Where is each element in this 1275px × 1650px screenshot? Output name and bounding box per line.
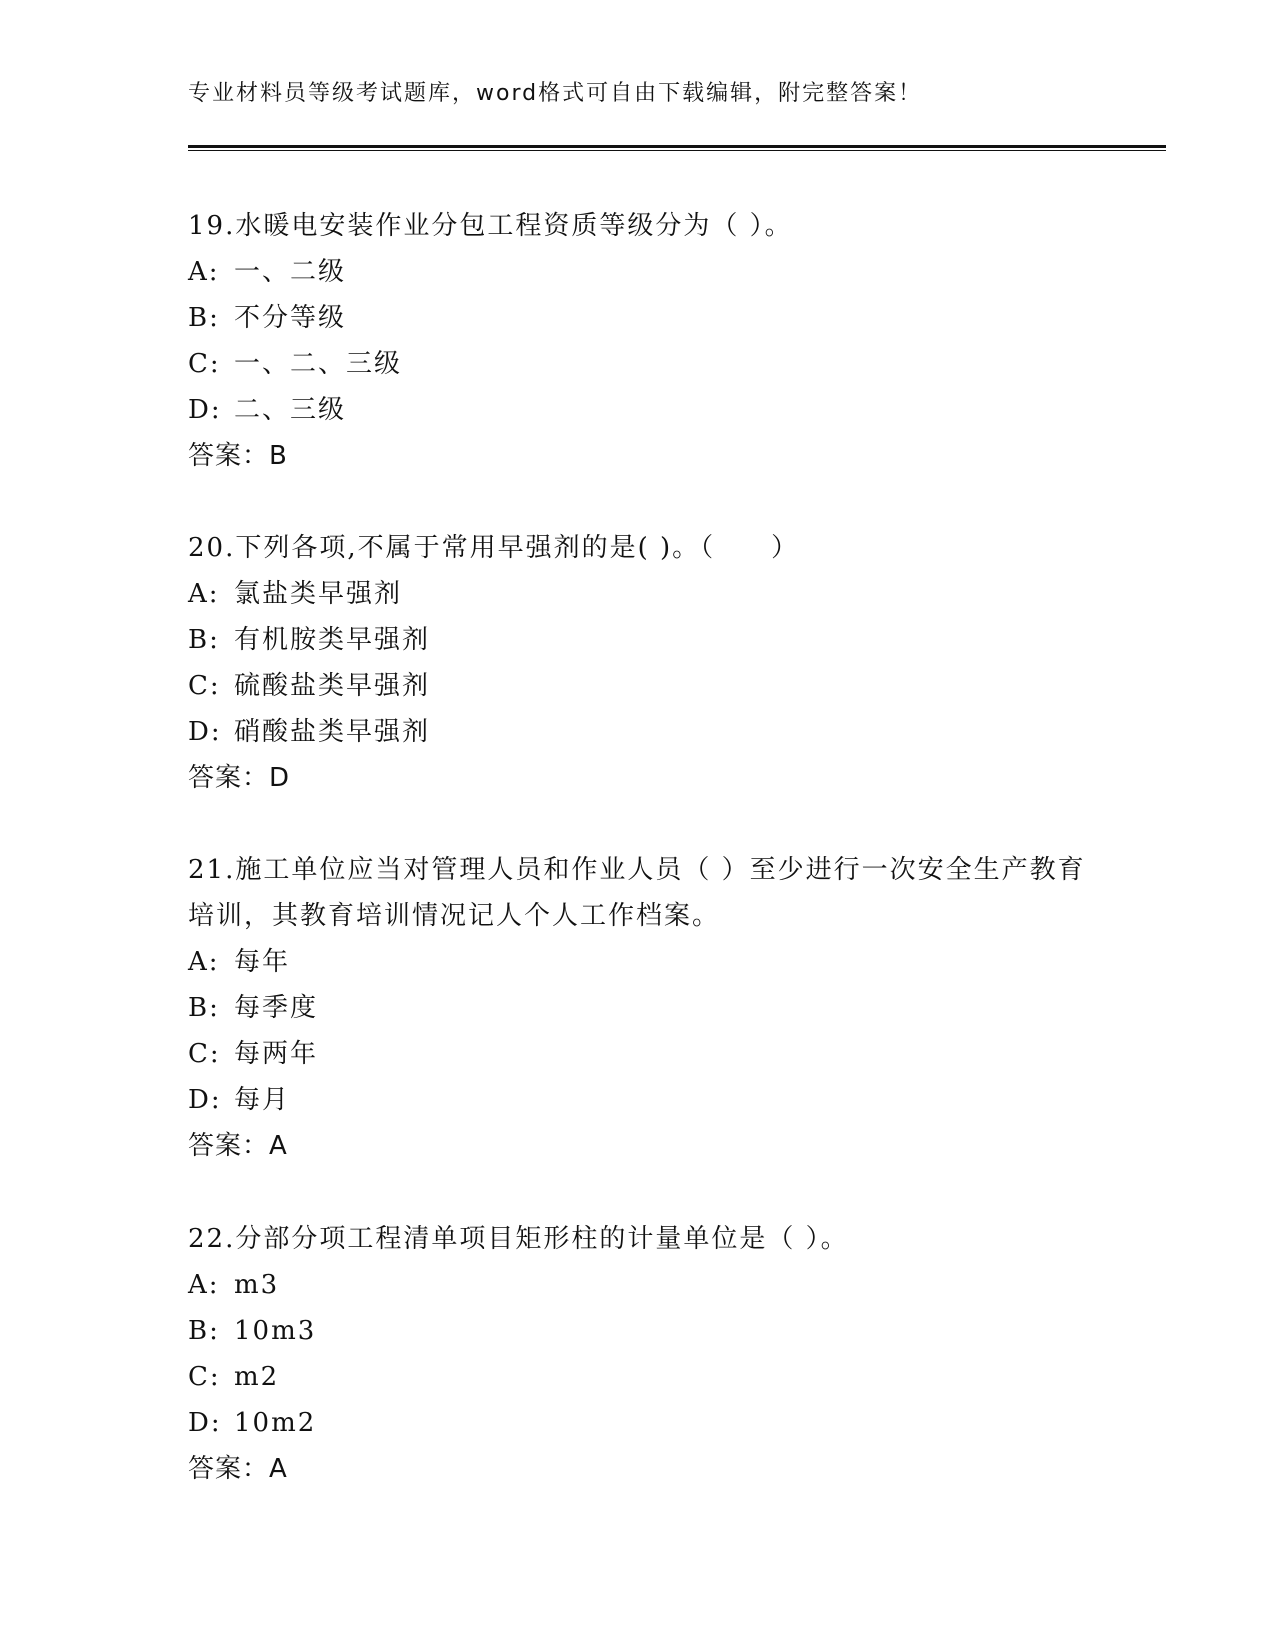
question-stem: 21.施工单位应当对管理人员和作业人员（ ）至少进行一次安全生产教育培训，其教育培训情况记人个人工作档案。 [188,855,1086,931]
option-text: 不分等级 [234,303,347,333]
option-b [188,295,1088,341]
header-divider [188,145,1166,151]
option-b [188,1308,1088,1354]
option-a [188,571,1088,617]
option-text: 硝酸盐类早强剂 [234,717,431,747]
option-d [188,387,1088,433]
option-letter: A: [188,947,220,977]
option-letter: B: [188,1316,220,1346]
option-text: m3 [234,1270,280,1300]
option-text: 10m3 [234,1316,317,1346]
option-text: 一、二级 [234,257,347,287]
option-text: 每年 [234,947,291,977]
option-b [188,985,1088,1031]
option-d [188,709,1088,755]
answer-line: 答案：A [188,1131,288,1161]
option-text: 氯盐类早强剂 [234,579,403,609]
option-letter: C: [188,671,221,701]
option-a [188,1262,1088,1308]
option-c [188,1031,1088,1077]
answer-line: 答案：A [188,1454,288,1484]
option-letter: A: [188,1270,220,1300]
question-20 [188,525,1088,801]
option-a [188,249,1088,295]
option-a [188,939,1088,985]
option-letter: B: [188,993,220,1023]
answer-line: 答案：D [188,763,291,793]
option-letter: B: [188,625,220,655]
option-letter: A: [188,579,220,609]
option-c [188,1354,1088,1400]
option-b [188,617,1088,663]
option-text: 每月 [234,1085,291,1115]
question-22 [188,1216,1088,1492]
document-page [188,0,1168,1650]
option-text: 硫酸盐类早强剂 [234,671,431,701]
option-letter: C: [188,349,221,379]
option-letter: C: [188,1362,221,1392]
option-d [188,1400,1088,1446]
question-21 [188,847,1088,1169]
option-text: 10m2 [234,1408,317,1438]
page-header: 专业材料员等级考试题库，word格式可自由下载编辑，附完整答案！ [188,81,923,106]
option-text: 每两年 [234,1039,319,1069]
option-letter: D: [188,395,222,425]
option-text: 每季度 [234,993,319,1023]
option-text: m2 [234,1362,280,1392]
question-stem: 19.水暖电安装作业分包工程资质等级分为（ ）。 [188,211,793,241]
answer-line: 答案：B [188,441,288,471]
option-c [188,341,1088,387]
option-letter: D: [188,717,222,747]
option-text: 一、二、三级 [234,349,403,379]
option-text: 二、三级 [234,395,347,425]
option-letter: D: [188,1085,222,1115]
option-d [188,1077,1088,1123]
option-c [188,663,1088,709]
option-letter: C: [188,1039,221,1069]
question-stem: 20.下列各项,不属于常用早强剂的是( )。（ ） [188,533,800,563]
option-letter: D: [188,1408,222,1438]
option-letter: A: [188,257,220,287]
question-stem: 22.分部分项工程清单项目矩形柱的计量单位是（ ）。 [188,1224,849,1254]
option-text: 有机胺类早强剂 [234,625,431,655]
option-letter: B: [188,303,220,333]
question-19 [188,203,1088,479]
